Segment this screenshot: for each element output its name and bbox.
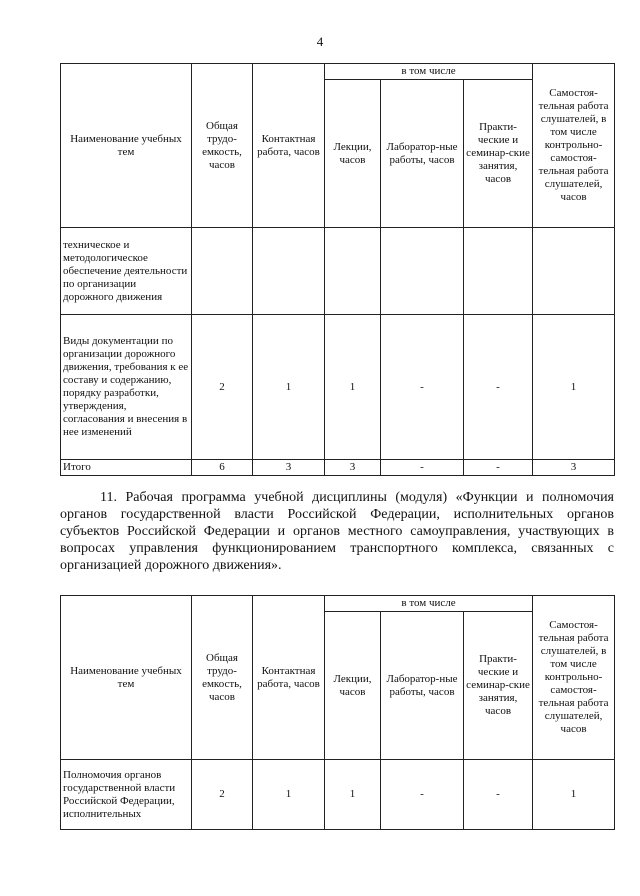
contact-hours: 1 bbox=[253, 315, 325, 460]
lecture-hours bbox=[325, 228, 381, 315]
header-labs: Лаборатор-ные работы, часов bbox=[381, 80, 464, 228]
header-lectures: Лекции, часов bbox=[325, 80, 381, 228]
lecture-hours: 3 bbox=[325, 460, 381, 476]
page-number: 4 bbox=[316, 34, 324, 49]
lecture-hours: 1 bbox=[325, 760, 381, 830]
total-hours: 2 bbox=[192, 760, 253, 830]
lab-hours bbox=[381, 228, 464, 315]
header-including: в том числе bbox=[325, 64, 533, 80]
topic-name: Полномочия органов государственной власти Российской Федерации, исполнительных bbox=[61, 760, 192, 830]
topics-table-2 bbox=[60, 595, 615, 830]
table-row bbox=[61, 228, 615, 315]
header-lectures: Лекции, часов bbox=[325, 612, 381, 760]
header-contact-hours: Контактная работа, часов bbox=[253, 596, 325, 760]
header-practical: Практи-ческие и семинар-ские занятия, часов bbox=[464, 612, 533, 760]
header-including: в том числе bbox=[325, 596, 533, 612]
table-row bbox=[61, 315, 615, 460]
practical-hours: - bbox=[464, 460, 533, 476]
table-row bbox=[61, 760, 615, 830]
self-study-hours: 3 bbox=[533, 460, 615, 476]
lab-hours: - bbox=[381, 760, 464, 830]
header-topic-name: Наименование учебных тем bbox=[61, 64, 192, 228]
lecture-hours: 1 bbox=[325, 315, 381, 460]
contact-hours: 3 bbox=[253, 460, 325, 476]
contact-hours bbox=[253, 228, 325, 315]
table-total-row bbox=[61, 460, 615, 476]
lab-hours: - bbox=[381, 315, 464, 460]
practical-hours: - bbox=[464, 315, 533, 460]
topic-name: Виды документации по организации дорожного движения, требования к ее составу и содержанию, порядку разработки, утверждения, согласования и внесения в нее изменений bbox=[61, 315, 192, 460]
header-practical: Практи-ческие и семинар-ские занятия, часов bbox=[464, 80, 533, 228]
self-study-hours bbox=[533, 228, 615, 315]
total-hours: 6 bbox=[192, 460, 253, 476]
table-header-row bbox=[61, 64, 615, 80]
total-hours: 2 bbox=[192, 315, 253, 460]
self-study-hours: 1 bbox=[533, 760, 615, 830]
contact-hours: 1 bbox=[253, 760, 325, 830]
total-hours bbox=[192, 228, 253, 315]
topic-name: техническое и методологическое обеспечение деятельности по организации дорожного движения bbox=[61, 228, 192, 315]
header-self-study: Самостоя-тельная работа слушателей, в том числе контрольно-самостоя-тельная работа слушателей, часов bbox=[533, 596, 615, 760]
header-topic-name: Наименование учебных тем bbox=[61, 596, 192, 760]
practical-hours: - bbox=[464, 760, 533, 830]
header-total-hours: Общая трудо-емкость, часов bbox=[192, 64, 253, 228]
practical-hours bbox=[464, 228, 533, 315]
total-label: Итого bbox=[61, 460, 192, 476]
self-study-hours: 1 bbox=[533, 315, 615, 460]
lab-hours: - bbox=[381, 460, 464, 476]
header-contact-hours: Контактная работа, часов bbox=[253, 64, 325, 228]
topics-table-1 bbox=[60, 63, 615, 476]
table-header-row bbox=[61, 596, 615, 612]
section-11-paragraph: 11. Рабочая программа учебной дисциплины (модуля) «Функции и полномочия органов государственной власти Российской Федерации, исполнительных органов субъектов Российской Федерации и органов местного самоуправления, участвующих в вопросах управления функционированием транспортного комплекса, связанных с организацией дорожного движения». bbox=[60, 490, 614, 573]
header-total-hours: Общая трудо-емкость, часов bbox=[192, 596, 253, 760]
header-labs: Лаборатор-ные работы, часов bbox=[381, 612, 464, 760]
header-self-study: Самостоя-тельная работа слушателей, в том числе контрольно-самостоя-тельная работа слушателей, часов bbox=[533, 64, 615, 228]
